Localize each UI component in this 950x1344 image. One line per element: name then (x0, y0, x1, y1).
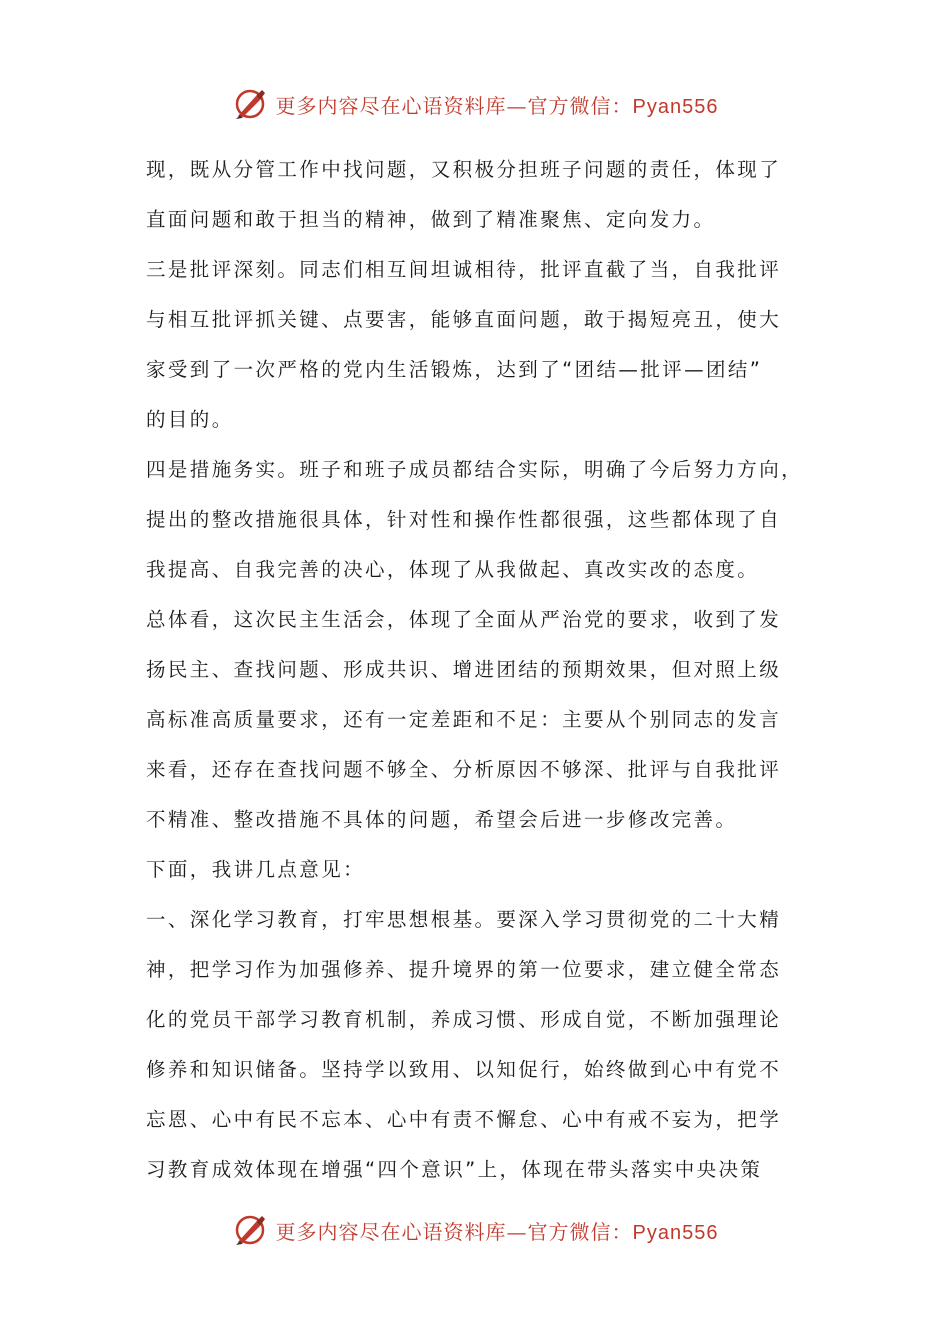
text-line: 忘恩、心中有民不忘本、心中有责不懈怠、心中有戒不妄为，把学 (146, 1108, 782, 1131)
text-line: 三是批评深刻。同志们相互间坦诚相待，批评直截了当，自我批评 (146, 258, 782, 281)
text-line: 家受到了一次严格的党内生活锻炼，达到了“团结—批评—团结” (146, 358, 763, 381)
header-watermark-banner (0, 82, 950, 126)
footer-watermark-banner (0, 1208, 950, 1252)
pen-logo-icon (232, 1212, 268, 1248)
text-line: 修养和知识储备。坚持学以致用、以知促行，始终做到心中有党不 (146, 1058, 782, 1081)
text-line: 现，既从分管工作中找问题，又积极分担班子问题的责任，体现了 (146, 158, 782, 181)
text-line: 一、深化学习教育，打牢思想根基。要深入学习贯彻党的二十大精 (146, 908, 782, 931)
pen-logo-icon (232, 86, 268, 122)
text-line: 不精准、整改措施不具体的问题，希望会后进一步修改完善。 (146, 808, 738, 831)
text-line: 与相互批评抓关键、点要害，能够直面问题，敢于揭短亮丑，使大 (146, 308, 782, 331)
text-line: 提出的整改措施很具体，针对性和操作性都很强，这些都体现了自 (146, 508, 782, 531)
text-line: 习教育成效体现在增强“四个意识”上，体现在带头落实中央决策 (146, 1158, 763, 1181)
document-body (146, 145, 811, 1195)
text-line: 总体看，这次民主生活会，体现了全面从严治党的要求，收到了发 (146, 608, 782, 631)
text-line: 神，把学习作为加强修养、提升境界的第一位要求，建立健全常态 (146, 958, 782, 981)
text-line: 化的党员干部学习教育机制，养成习惯、形成自觉，不断加强理论 (146, 1008, 782, 1031)
text-line: 下面，我讲几点意见： (146, 858, 366, 881)
text-line: 高标准高质量要求，还有一定差距和不足：主要从个别同志的发言 (146, 708, 782, 731)
footer-watermark-text: 更多内容尽在心语资料库—官方微信：Pyan556 (275, 1219, 719, 1244)
text-line: 扬民主、查找问题、形成共识、增进团结的预期效果，但对照上级 (146, 658, 782, 681)
text-line: 的目的。 (146, 408, 234, 431)
text-line: 我提高、自我完善的决心，体现了从我做起、真改实改的态度。 (146, 558, 760, 581)
text-line: 四是措施务实。班子和班子成员都结合实际，明确了今后努力方向， (146, 458, 804, 481)
header-watermark-text: 更多内容尽在心语资料库—官方微信：Pyan556 (275, 93, 719, 118)
text-line: 来看，还存在查找问题不够全、分析原因不够深、批评与自我批评 (146, 758, 782, 781)
text-line: 直面问题和敢于担当的精神，做到了精准聚焦、定向发力。 (146, 208, 716, 231)
